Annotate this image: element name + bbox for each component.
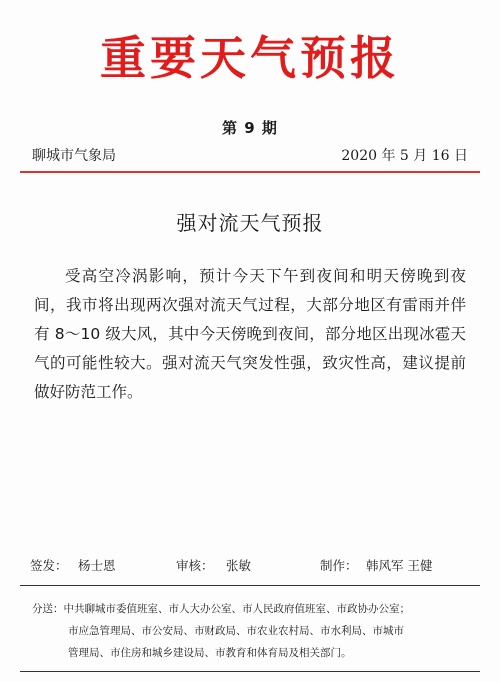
distribution-bottom-rule (20, 671, 480, 672)
distribution-line-1: 分送：中共聊城市委值班室、市人大办公室、市人民政府值班室、市政协办公室； (32, 603, 410, 615)
document-title: 强对流天气预报 (176, 211, 324, 235)
issuing-organization: 聊城市气象局 (32, 148, 116, 164)
reviewer-label: 审核： (176, 558, 214, 573)
distribution-top-rule (20, 585, 480, 586)
body-paragraph: 受高空冷涡影响，预计今天下午到夜间和明天傍晚到夜间，我市将出现两次强对流天气过程，大部分地区有雷雨并伴有 8～10 级大风，其中今天傍晚到夜间，部分地区出现冰雹天气的可能性较大。强对流天气突发性强，致灾性高，建议提前做好防范工作。 (34, 267, 466, 401)
producer-label: 制作： (320, 558, 358, 573)
producer-names: 韩风军 王健 (366, 558, 433, 573)
issuer-label: 签发： (30, 558, 68, 573)
issue-number: 第 9 期 (222, 119, 278, 137)
distribution-list (32, 598, 476, 664)
distribution-line-2: 市应急管理局、市公安局、市财政局、市农业农村局、市水利局、市城市 (68, 625, 404, 637)
distribution-line-3: 管理局、市住房和城乡建设局、市教育和体育局及相关部门。 (68, 647, 352, 659)
signoff-row (30, 556, 480, 576)
masthead-title: 重要天气预报 (100, 31, 400, 85)
reviewer-name: 张敏 (226, 558, 252, 573)
issue-date: 2020 年 5 月 16 日 (341, 148, 468, 164)
header-divider (20, 171, 480, 173)
meta-row (32, 145, 472, 167)
issuer-name: 杨士恩 (78, 558, 116, 573)
